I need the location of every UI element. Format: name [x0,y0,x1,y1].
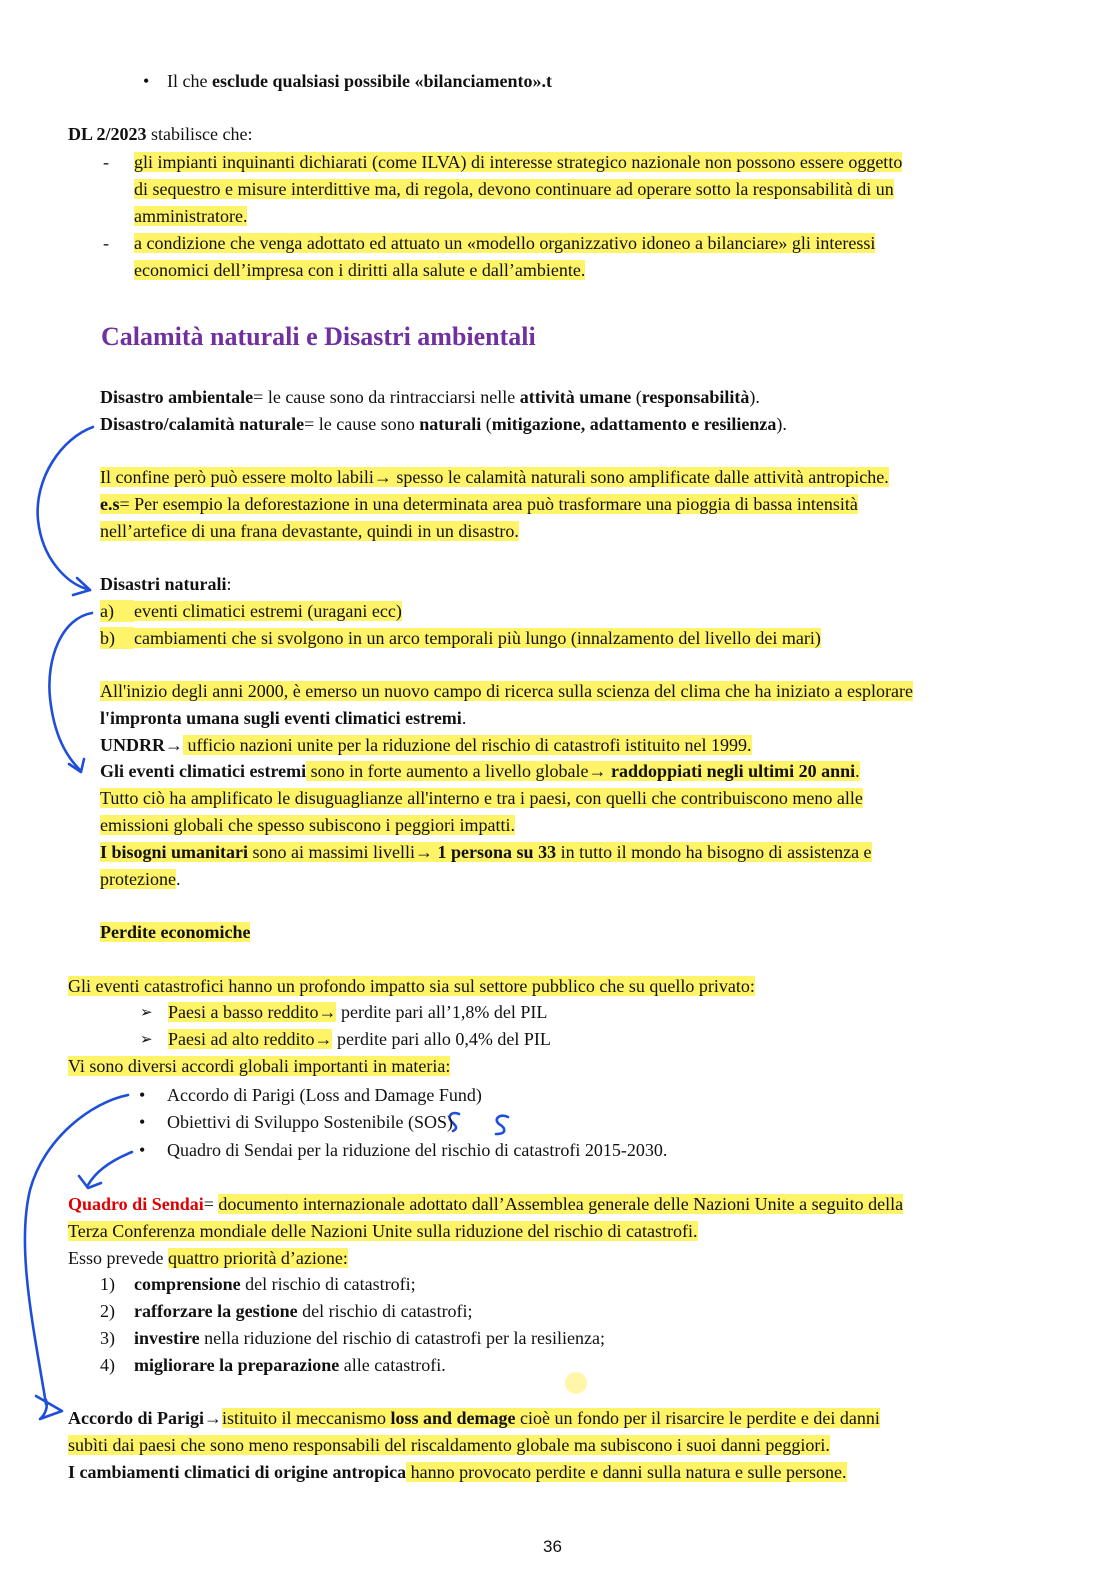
highlighted-text: → [373,467,392,487]
page-number: 36 [543,1537,562,1556]
highlighted-text: nell’artefice di una frana devastante, quindi in un disastro. [100,521,519,541]
bold-text: attività umane [519,387,632,407]
highlighted-text: gli impianti inquinanti dichiarati (come ILVA) di interesse strategico nazionale non possono essere oggetto [134,152,903,172]
highlighted-text: Perdite economiche [100,922,251,942]
highlighted-text: Vi sono diversi accordi globali importanti in materia: [68,1056,451,1076]
dash-list-item [103,232,876,254]
highlighted-text: Tutto ciò ha amplificato le disuguaglianze all'interno e tra i paesi, con quelli che contribuiscono meno alle [100,788,863,808]
text-run: ( [481,414,492,434]
highlighted-text: hanno provocato perdite e danni sulla natura e sulle persone. [406,1462,847,1482]
paragraph-line [100,680,913,702]
text-run: = le cause sono da rintracciarsi nelle [253,387,520,407]
bold-text: Disastri naturali [100,574,227,594]
list-number-marker: 3) [100,1328,115,1348]
paragraph-line [68,1055,450,1077]
text-run: del rischio di catastrofi; [240,1274,416,1294]
handwritten-arrowhead-1 [73,578,90,595]
highlighted-text: sono in forte aumento a livello globale [306,761,589,781]
paragraph-line [68,1461,847,1483]
bold-text: responsabilità [641,387,750,407]
highlighted-text: istituito il meccanismo [221,1408,391,1428]
highlighted-text: quattro priorità d’azione: [167,1248,348,1268]
arrow-list-item [140,1028,551,1050]
text-run: Il che [167,71,212,91]
bold-text: migliorare la preparazione [134,1355,340,1375]
dash-marker: - [103,152,109,172]
text-run: . [461,708,467,728]
highlighted-text: di sequestro e misure interdittive ma, di regola, devono continuare ad operare sotto la responsabilità di un [134,179,894,199]
list-number-marker: 2) [100,1301,115,1321]
paragraph-line [68,1247,348,1269]
yellow-dot [565,1372,587,1394]
text-run: nella riduzione del rischio di catastrofi per la resilienza; [199,1328,605,1348]
definition-line [100,413,787,435]
paragraph-line [134,205,247,227]
paragraph-line [100,841,872,863]
highlighted-text: Terza Conferenza mondiale delle Nazioni Unite sulla riduzione del rischio di catastrofi. [68,1221,698,1241]
paragraph-line [68,1220,698,1242]
definition-line [68,1407,880,1429]
text-run: = le cause sono [304,414,420,434]
highlighted-text: . [855,761,860,781]
highlighted-text: in tutto il mondo ha bisogno di assistenza e [556,842,872,862]
text-run: ). [749,387,760,407]
paragraph-line [100,787,863,809]
highlighted-text: ufficio nazioni unite per la riduzione del rischio di catastrofi istituito nel 1999. [183,735,752,755]
numbered-list-item [100,1300,473,1322]
definition-line [100,386,760,408]
bold-text: rafforzare la gestione [134,1301,298,1321]
highlighted-text: → [314,1029,333,1049]
highlighted-text: Gli eventi catastrofici hanno un profondo impatto sia sul settore pubblico che su quello privato: [68,976,755,996]
handwritten-arrow-2 [49,613,92,770]
highlighted-text: loss and demage [390,1408,516,1428]
handwritten-s-mark-2 [496,1116,508,1134]
text-run: perdite pari allo 0,4% del PIL [332,1029,551,1049]
bold-text: Gli eventi climatici estremi [100,761,307,781]
bullet-item [143,70,553,92]
text-run: Quadro di Sendai per la riduzione del rischio di catastrofi 2015-2030. [167,1140,668,1160]
list-number-marker: 4) [100,1355,115,1375]
paragraph-line [100,493,858,515]
highlighted-text: → [318,1002,337,1022]
highlighted-text: emissioni globali che spesso subiscono i peggiori impatti. [100,815,515,835]
bold-text: naturali [419,414,482,434]
paragraph-line [100,466,889,488]
handwritten-arrowhead-4 [79,1176,101,1188]
bullet-item [139,1139,668,1161]
bold-text: Disastro/calamità naturale [100,414,305,434]
handwritten-arrow-4 [88,1152,132,1185]
paragraph-line [100,734,752,756]
text-run: = [203,1194,219,1214]
text-run: Accordo di Parigi (Loss and Damage Fund) [167,1085,482,1105]
text-run: ). [776,414,787,434]
bold-text: Quadro di Sendai [68,1194,204,1214]
highlighted-text: Paesi a basso reddito [168,1002,319,1022]
text-run: alle catastrofi. [339,1355,446,1375]
highlighted-text: cambiamenti che si svolgono in un arco temporali più lungo (innalzamento del livello dei mari) [134,628,821,648]
numbered-list-item [100,1327,605,1349]
lettered-list-item [100,627,821,649]
bold-text: esclude qualsiasi possibile «bilanciamento».t [211,71,553,91]
highlighted-text: Paesi ad alto reddito [168,1029,315,1049]
highlighted-text: → [588,761,612,781]
bold-text: → [165,735,183,755]
highlighted-text: = Per esempio la deforestazione in una determinata area può trasformare una pioggia di bassa intensità [119,494,858,514]
highlighted-text: raddoppiati negli ultimi 20 anni [611,761,856,781]
paragraph-line [100,707,466,729]
bullet-item [139,1111,454,1133]
highlighted-text: sono ai massimi livelli [248,842,416,862]
bold-text: mitigazione, adattamento e resilienza [491,414,777,434]
arrow-list-item [140,1001,548,1023]
dash-marker: - [103,233,109,253]
text-run: del rischio di catastrofi; [297,1301,473,1321]
bullet-item [139,1084,482,1106]
handwritten-arrowhead-3 [36,1396,62,1419]
text-run: ( [631,387,642,407]
numbered-list-item [100,1354,446,1376]
bold-text: Disastro ambientale [100,387,254,407]
text-run: : [226,574,232,594]
highlighted-text: economici dell’impresa con i diritti alla salute e dall’ambiente. [134,260,586,280]
section-heading: Calamità naturali e Disastri ambientali [101,322,536,351]
highlighted-text: protezione [100,869,176,889]
highlighted-text: e.s [100,494,120,514]
paragraph-line [134,259,585,281]
highlighted-text: a condizione che venga adottato ed attuato un «modello organizzativo idoneo a bilanciare» gli interessi [134,233,876,253]
bold-text: DL 2/2023 [68,124,147,144]
highlighted-text: I bisogni umanitari [100,842,249,862]
paragraph-line [68,123,252,145]
highlighted-text: Il confine però può essere molto labili [100,467,374,487]
highlighted-text: 1 persona su 33 [437,842,557,862]
bullet-marker: • [139,1112,146,1132]
bold-text: UNDRR [100,735,165,755]
bold-text: → [203,1408,222,1428]
definition-line [68,1193,903,1215]
highlighted-text: spesso le calamità naturali sono amplificate dalle attività antropiche. [391,467,889,487]
list-letter-marker: b) [100,627,134,649]
bold-text: comprensione [134,1274,241,1294]
text-run: Esso prevede [68,1248,168,1268]
text-run: stabilisce che: [146,124,253,144]
subheading-line [100,573,232,595]
highlighted-text: subìti dai paesi che sono meno responsabili del riscaldamento globale ma subiscono i suoi danni peggiori. [68,1435,830,1455]
subheading-line [100,921,250,943]
bullet-marker: • [139,1140,146,1160]
list-letter-marker: a) [100,600,134,622]
paragraph-line [68,975,755,997]
paragraph-line [100,520,519,542]
text-run: perdite pari all’1,8% del PIL [336,1002,548,1022]
dash-list-item [103,151,903,173]
highlighted-text: All'inizio degli anni 2000, è emerso un nuovo campo di ricerca sulla scienza del clima che ha iniziato a esplorare [100,681,913,701]
paragraph-line [100,814,515,836]
highlighted-text: cioè un fondo per il risarcire le perdite e dei danni [515,1408,880,1428]
list-number-marker: 1) [100,1274,115,1294]
bold-text: l'impronta umana sugli eventi climatici estremi [100,708,462,728]
bold-text: investire [134,1328,200,1348]
bullet-marker: • [143,71,150,91]
bullet-marker: • [139,1085,146,1105]
paragraph-line [134,178,894,200]
paragraph-line [100,868,180,890]
arrow-bullet-icon: ➢ [140,1003,153,1021]
handwritten-arrowhead-2 [69,759,84,772]
highlighted-text: → [415,842,438,862]
highlighted-text: eventi climatici estremi (uragani ecc) [134,601,402,621]
highlighted-text: documento internazionale adottato dall’Assemblea generale delle Nazioni Unite a seguito della [218,1194,904,1214]
lettered-list-item [100,600,402,622]
bold-text: I cambiamenti climatici di origine antropica [68,1462,407,1482]
highlighted-text: amministratore. [134,206,248,226]
paragraph-line [68,1434,830,1456]
bold-text: Accordo di Parigi [68,1408,204,1428]
arrow-bullet-icon: ➢ [140,1030,153,1048]
handwritten-arrow-1 [38,427,93,590]
text-run: Obiettivi di Sviluppo Sostenibile (SOS) [167,1112,454,1132]
paragraph-line [100,760,860,782]
numbered-list-item [100,1273,416,1295]
text-run: . [175,869,181,889]
